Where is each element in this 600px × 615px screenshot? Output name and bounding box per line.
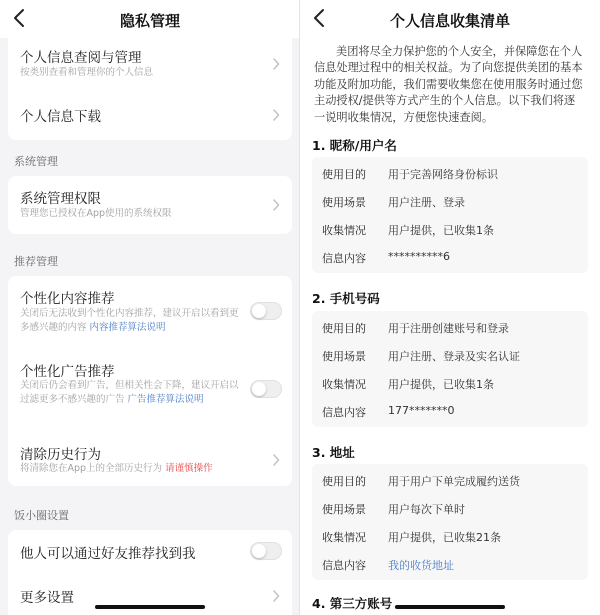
content-recommend-toggle[interactable] — [250, 302, 282, 320]
row-value: 177*******0 — [388, 404, 455, 417]
personal-info-download-item[interactable] — [8, 94, 292, 138]
toggle-knob — [252, 382, 266, 396]
item-title: 他人可以通过好友推荐找到我 — [20, 546, 196, 562]
chevron-right-icon — [272, 199, 280, 211]
ad-recommend-item — [8, 350, 292, 420]
system-card — [8, 176, 292, 234]
content-recommend-item — [8, 276, 292, 342]
row-key: 使用场景 — [322, 503, 366, 516]
nav-bar — [0, 0, 300, 38]
row-key: 信息内容 — [322, 406, 366, 419]
ad-recommend-toggle[interactable] — [250, 380, 282, 398]
section-label-recommend: 推荐管理 — [14, 255, 58, 268]
row-value: 用户提供，已收集21条 — [388, 531, 501, 544]
table-row — [312, 341, 588, 369]
chevron-right-icon — [272, 590, 280, 602]
section-heading: 2. 手机号码 — [312, 291, 380, 306]
table-row — [312, 215, 588, 243]
info-table — [312, 464, 588, 580]
section-label-system: 系统管理 — [14, 155, 58, 168]
row-value: 用户注册、登录及实名认证 — [388, 350, 520, 363]
table-row — [312, 313, 588, 341]
row-key: 使用目的 — [322, 475, 366, 488]
table-row — [312, 397, 588, 425]
item-title: 系统管理权限 — [20, 191, 101, 207]
row-value: 用于用户下单完成履约送货 — [388, 475, 520, 488]
personal-info-manage-item[interactable] — [8, 38, 292, 90]
row-value: 用户注册、登录 — [388, 196, 465, 209]
item-title: 清除历史行为 — [20, 447, 101, 463]
item-title: 个人信息下载 — [20, 109, 101, 125]
row-value: 用户每次下单时 — [388, 503, 465, 516]
friend-recommend-item — [8, 530, 292, 572]
row-key: 收集情况 — [322, 224, 366, 237]
item-subtitle: 关闭后仍会看到广告，但相关性会下降，建议开启以过滤更多不感兴趣的广告 广告推荐算法说明 — [20, 380, 239, 405]
row-value: 用于完善网络身份标识 — [388, 168, 498, 181]
caution-text: 请谨慎操作 — [165, 463, 213, 474]
table-row — [312, 494, 588, 522]
friend-recommend-toggle[interactable] — [250, 542, 282, 560]
home-indicator — [95, 605, 205, 609]
row-key: 收集情况 — [322, 378, 366, 391]
info-table — [312, 157, 588, 273]
row-key: 使用目的 — [322, 168, 366, 181]
table-row — [312, 159, 588, 187]
intro-text: 美团将尽全力保护您的个人安全，并保障您在个人信息处理过程中的相关权益。为了向您提供美团的基本功能及附加功能，我们需要收集您在使用服务时通过您主动授权/提供等方式产生的个人信息。以下我们将逐一说明收集情况，方便您快速查阅。 — [314, 45, 583, 124]
home-indicator — [395, 605, 505, 609]
table-row — [312, 466, 588, 494]
personal-info-card — [8, 38, 292, 140]
clear-history-item[interactable] — [8, 428, 292, 484]
row-value: 用于注册创建账号和登录 — [388, 322, 509, 335]
nav-bar — [300, 0, 600, 38]
section-heading: 1. 昵称/用户名 — [312, 138, 397, 153]
toggle-knob — [252, 304, 266, 318]
more-settings-item[interactable] — [8, 578, 292, 615]
table-row[interactable] — [312, 550, 588, 578]
content-algorithm-link[interactable]: 内容推荐算法说明 — [89, 322, 166, 333]
item-title: 更多设置 — [20, 590, 74, 606]
row-key: 使用场景 — [322, 350, 366, 363]
row-value: **********6 — [388, 250, 450, 263]
row-value: 用户提供，已收集1条 — [388, 224, 494, 237]
ad-algorithm-link[interactable]: 广告推荐算法说明 — [127, 394, 204, 405]
chevron-right-icon — [272, 109, 280, 121]
shipping-address-link[interactable]: 我的收货地址 — [388, 559, 454, 572]
item-subtitle: 按类别查看和管理你的个人信息 — [20, 67, 154, 78]
section-heading: 3. 地址 — [312, 445, 355, 460]
item-title: 个性化内容推荐 — [20, 291, 115, 307]
table-row — [312, 369, 588, 397]
table-row — [312, 187, 588, 215]
chevron-right-icon — [272, 454, 280, 466]
row-key: 收集情况 — [322, 531, 366, 544]
recommend-card — [8, 276, 292, 486]
system-permission-item[interactable] — [8, 176, 292, 234]
section-heading: 4. 第三方账号 — [312, 596, 393, 611]
section-label-circle: 饭小圈设置 — [14, 509, 69, 522]
chevron-right-icon — [272, 58, 280, 70]
info-table — [312, 311, 588, 427]
row-key: 信息内容 — [322, 559, 366, 572]
item-title: 个人信息查阅与管理 — [20, 50, 142, 66]
item-subtitle: 将清除您在App上的全部历史行为 请谨慎操作 — [20, 463, 213, 474]
row-key: 信息内容 — [322, 252, 366, 265]
item-subtitle: 管理您已授权在App使用的系统权限 — [20, 208, 172, 219]
row-key: 使用场景 — [322, 196, 366, 209]
info-collection-screen — [300, 0, 600, 615]
item-title: 个性化广告推荐 — [20, 364, 115, 380]
row-key: 使用目的 — [322, 322, 366, 335]
circle-card — [8, 530, 292, 615]
item-subtitle: 关闭后无法收到个性化内容推荐，建议开启以看到更多感兴趣的内容 内容推荐算法说明 — [20, 308, 239, 333]
toggle-knob — [252, 544, 266, 558]
table-row — [312, 243, 588, 271]
table-row — [312, 522, 588, 550]
page-title: 隐私管理 — [119, 12, 180, 30]
page-title: 个人信息收集清单 — [389, 12, 510, 30]
row-value: 用户提供，已收集1条 — [388, 378, 494, 391]
